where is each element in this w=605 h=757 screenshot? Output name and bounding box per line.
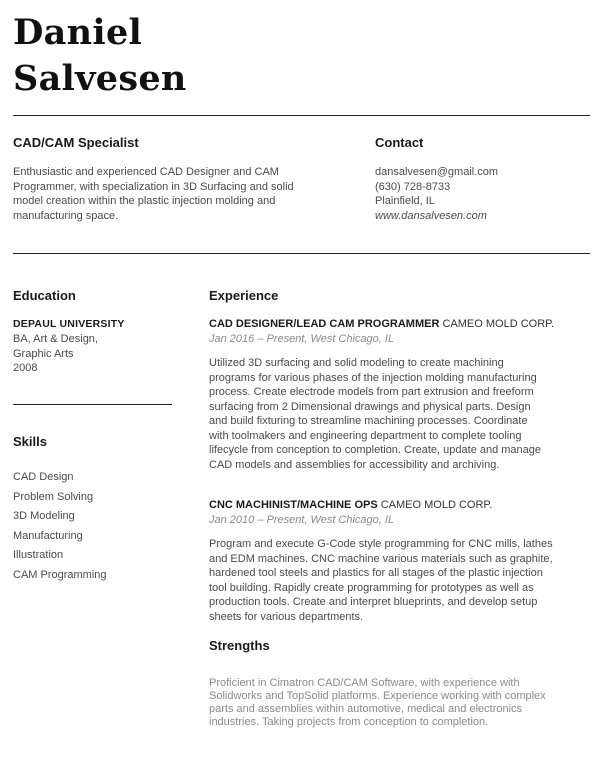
contact-block [375,165,590,223]
skill-item: Manufacturing [13,529,83,542]
job-description: Program and execute G-Code style programming for CNC mills, lathes and EDM machines. CNC machine various materials such as graphite, hardened tool steels and plastics for all stages of the plastic injection tool building. Rapidly create programming for prototypes as well as production tools. Create and interpret blueprints, and develop setup sheets for various departments. [209,538,553,623]
skill-item: 3D Modeling [13,510,75,522]
job-title-line [209,318,554,330]
education-field: Graphic Arts [13,347,74,360]
skill-item: Problem Solving [13,490,94,503]
resume-name [13,10,187,102]
role-heading: CAD/CAM Specialist [13,135,139,150]
role-summary: Enthusiastic and experienced CAD Designer and CAM Programmer, with specialization in 3D Surfacing and solid model creation within the plastic injection molding and manufacturing space. [13,166,294,222]
job-title-line [209,499,492,511]
section-divider [13,253,590,254]
education-heading: Education [13,288,76,303]
contact-phone[interactable]: (630) 728-8733 [375,180,451,193]
education-degree: BA, Art & Design, [13,333,98,345]
job-title: CAD DESIGNER/LEAD CAM PROGRAMMER [209,318,440,330]
job-company: CAMEO MOLD CORP. [380,499,493,511]
job-description: Utilized 3D surfacing and solid modeling to create machining programs for various phases of the injection molding manufacturing process. Create electrode models from part extrusion and freeform surfacing from 2 Dimensional drawings and physical parts. Design and build fixturing to streamline machining processes. Coordinate with toolmakers and engineering department to complete tooling lifecycle from conception to completion. Create, update and manage CAD models and assemblies for accessibility and archiving. [209,357,542,471]
education-institution: DEPAUL UNIVERSITY [13,318,125,330]
job-dates: Jan 2016 – Present, West Chicago, IL [209,333,395,345]
header-divider [13,115,590,116]
contact-email[interactable]: dansalvesen@gmail.com [375,166,499,178]
job-title: CNC MACHINIST/MACHINE OPS [209,499,378,511]
skill-item: CAM Programming [13,568,107,581]
job-company: CAMEO MOLD CORP. [442,318,555,330]
experience-heading: Experience [209,288,279,303]
education-year: 2008 [13,362,38,374]
contact-heading: Contact [375,135,424,150]
education-divider [13,404,172,405]
contact-location: Plainfield, IL [375,195,435,207]
last-name: Salvesen [13,58,187,99]
skills-heading: Skills [13,434,47,449]
contact-website[interactable]: www.dansalvesen.com [375,209,487,222]
skill-item: Illustration [13,549,64,561]
skill-item: CAD Design [13,471,74,483]
skills-list [13,468,107,585]
strengths-heading: Strengths [209,638,270,653]
job-dates: Jan 2010 – Present, West Chicago, IL [209,514,395,526]
education-details [13,332,98,376]
first-name: Daniel [13,12,143,53]
strengths-text: Proficient in Cimatron CAD/CAM Software, with experience with Solidworks and TopSolid platforms. Experience working with complex parts and assemblies within automotive, medical and electronics industries. Taking projects from conception to completion. [209,677,546,728]
